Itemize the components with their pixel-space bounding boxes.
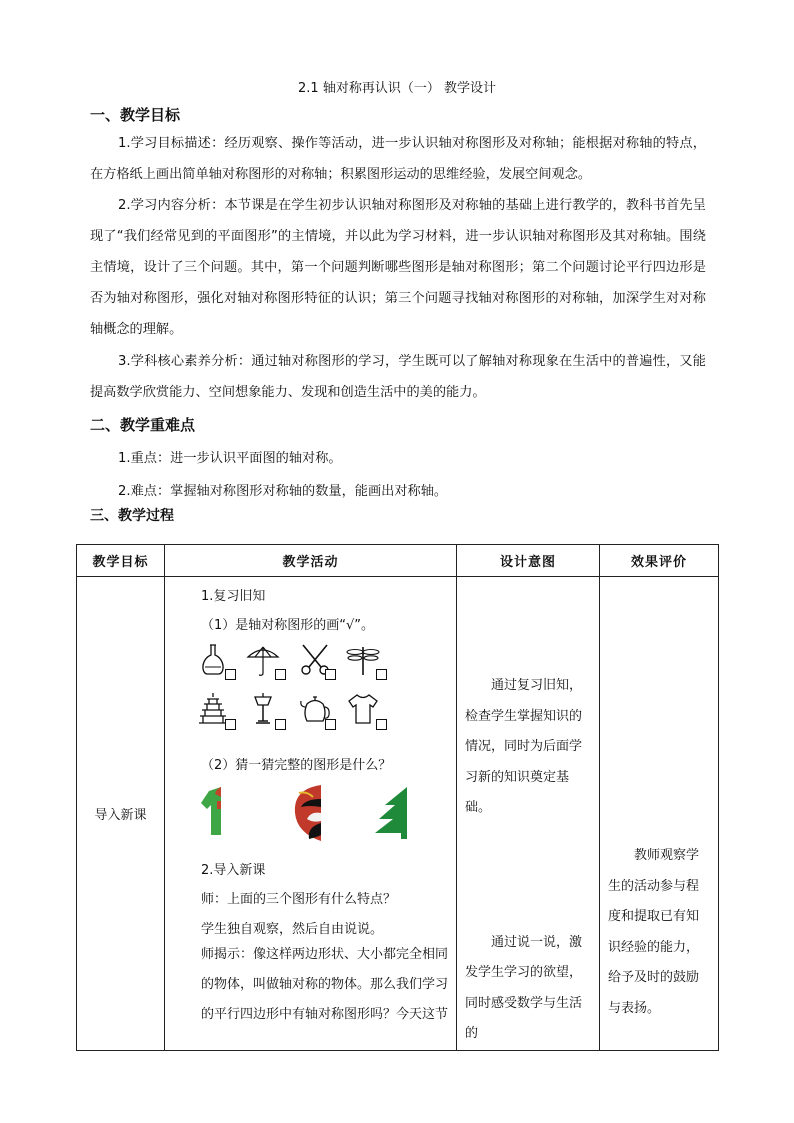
paragraph-content-analysis: 2.学习内容分析：本节课是在学生初步认识轴对称图形及对称轴的基础上进行教学的，教科书首先呈现了“我们经常见到的平面图形”的主情境，并以此为学习材料，进一步认识轴对称图形及其对称轴。围绕主情境，设计了三个问题。其中，第一个问题判断哪些图形是轴对称图形；第二个问题讨论平行四边形是否为轴对称图形，强化对轴对称图形特征的认识；第三个问题寻找轴对称图形的对称轴，加深学生对对称轴概念的理解。 (90, 198, 706, 337)
check-box[interactable] (225, 669, 236, 680)
teaching-process-table (76, 544, 719, 1051)
check-box[interactable] (275, 669, 286, 680)
table-row (77, 577, 719, 1051)
half-shirt-icon (199, 785, 239, 839)
check-box[interactable] (376, 719, 387, 730)
activity-student-observe: 学生独自观察，然后自由说说。 (201, 922, 384, 937)
section-heading-goals: 一、教学目标 (90, 106, 181, 124)
header-cell: 效果评价 (600, 545, 719, 577)
header-cell: 教学目标 (77, 545, 165, 577)
header-cell: 设计意图 (457, 545, 600, 577)
section-heading-key-points: 二、教学重难点 (90, 416, 196, 434)
intent-text-1: 通过复习旧知，检查学生掌握知识的情况，同时为后面学习新的知识奠定基础。 (465, 678, 583, 815)
activity-intro-heading: 2.导入新课 (201, 863, 266, 878)
activity-review-heading: 1.复习旧知 (201, 589, 266, 604)
evaluation-text: 教师观察学生的活动参与程度和提取已有知识经验的能力，给予及时的鼓励与表扬。 (608, 848, 700, 1016)
evaluation-cell (600, 577, 719, 1051)
check-box[interactable] (376, 669, 387, 680)
document-title: 2.1 轴对称再认识（一） 教学设计 (298, 81, 496, 96)
check-box[interactable] (275, 719, 286, 730)
key-point-item: 1.重点：进一步认识平面图的轴对称。 (118, 451, 342, 466)
header-cell: 教学活动 (165, 545, 457, 577)
paragraph-core-literacy: 3.学科核心素养分析：通过轴对称图形的学习，学生既可以了解轴对称现象在生活中的普遍性，又能提高数学欣赏能力、空间想象能力、发现和创造生活中的美的能力。 (90, 354, 706, 400)
activity-task-2: （2）猜一猜完整的图形是什么？ (201, 758, 392, 773)
intent-cell (457, 577, 600, 1051)
table-header-row (77, 545, 719, 577)
goal-cell: 导入新课 (77, 577, 165, 1051)
check-box[interactable] (325, 719, 336, 730)
activity-task-1: （1）是轴对称图形的画“√”。 (201, 618, 375, 633)
half-opera-mask-icon (287, 783, 331, 843)
activity-cell (165, 577, 457, 1051)
difficulty-item: 2.难点：掌握轴对称图形对称轴的数量，能画出对称轴。 (118, 484, 448, 499)
activity-teacher-question: 师：上面的三个图形有什么特点？ (201, 892, 397, 907)
activity-teacher-reveal: 师揭示：像这样两边形状、大小都完全相同的物体，叫做轴对称的物体。那么我们学习的平行四边形中有轴对称图形吗？今天这节 (201, 947, 449, 1022)
half-tree-icon (373, 785, 413, 841)
section-heading-process: 三、教学过程 (90, 508, 174, 524)
intent-text-2: 通过说一说，激发学生学习的欲望，同时感受数学与生活的 (465, 934, 583, 1041)
check-box[interactable] (325, 669, 336, 680)
paragraph-goal-description: 1.学习目标描述：经历观察、操作等活动，进一步认识轴对称图形及对称轴；能根据对称轴的特点，在方格纸上画出简单轴对称图形的对称轴；积累图形运动的思维经验，发展空间观念。 (90, 136, 706, 182)
check-box[interactable] (225, 719, 236, 730)
